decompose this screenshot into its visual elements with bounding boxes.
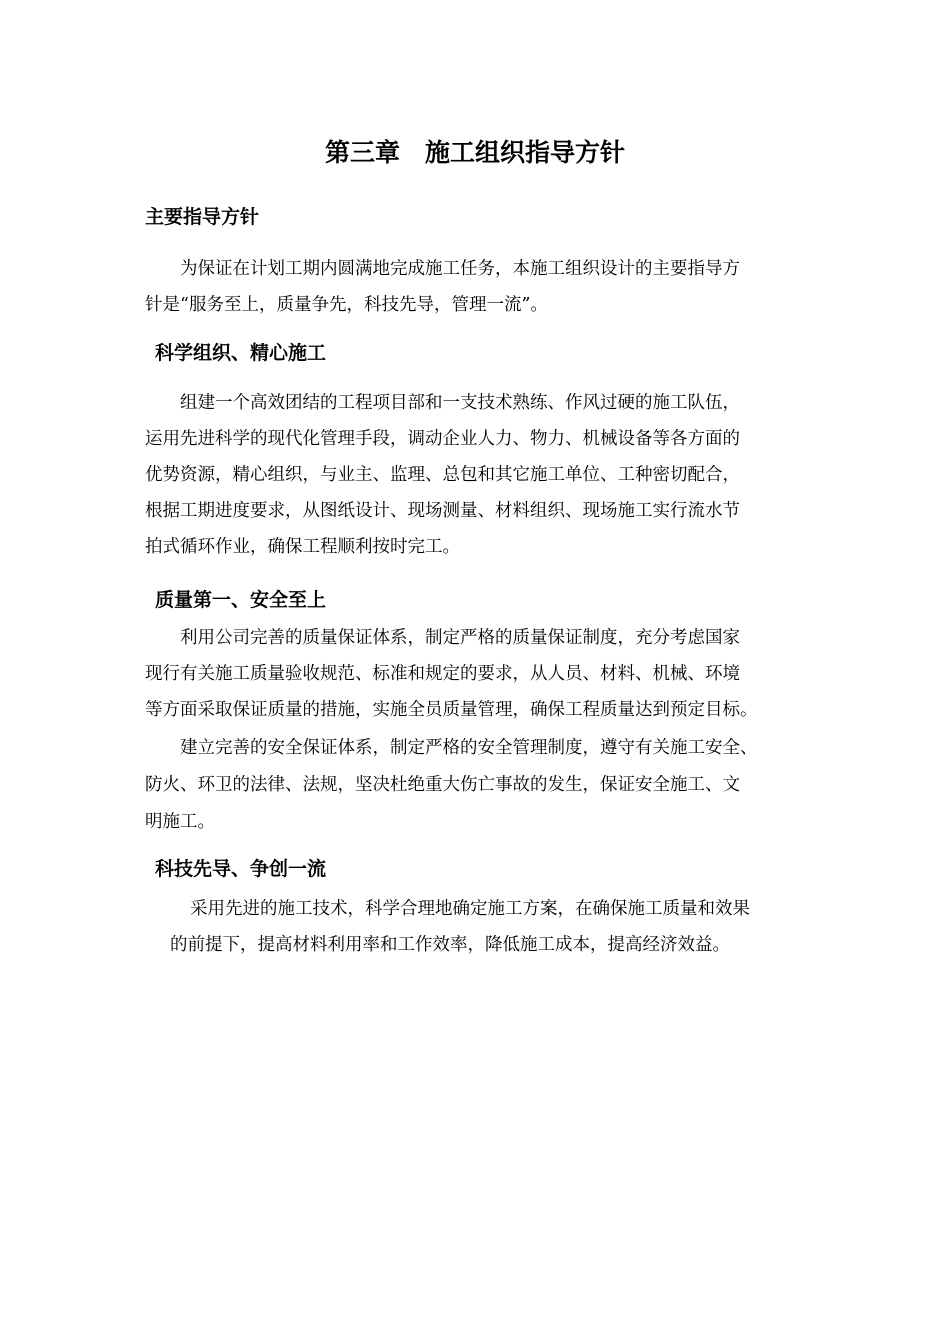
paragraph-scientific-organization <box>145 385 740 565</box>
paragraph-main-guidelines <box>145 251 740 323</box>
paragraph-line: 建立完善的安全保证体系，制定严格的安全管理制度，遵守有关施工安全、 <box>180 738 758 758</box>
section-heading-main-guidelines: 主要指导方针 <box>145 206 260 228</box>
paragraph-line: 的前提下，提高材料利用率和工作效率，降低施工成本，提高经济效益。 <box>170 935 730 955</box>
paragraph-line: 组建一个高效团结的工程项目部和一支技术熟练、作风过硬的施工队伍， <box>180 393 740 413</box>
paragraph-line: 针是“服务至上，质量争先，科技先导，管理一流”。 <box>145 295 548 315</box>
paragraph-line: 明施工。 <box>145 812 215 832</box>
paragraph-line: 等方面采取保证质量的措施，实施全员质量管理，确保工程质量达到预定目标。 <box>145 700 758 720</box>
paragraph-quality <box>145 620 758 728</box>
section-heading-technology-leading: 科技先导、争创一流 <box>155 858 327 880</box>
section-heading-scientific-organization: 科学组织、精心施工 <box>155 342 327 364</box>
paragraph-line: 拍式循环作业，确保工程顺利按时完工。 <box>145 537 460 557</box>
paragraph-technology-leading <box>170 891 750 963</box>
paragraph-safety <box>145 730 758 841</box>
paragraph-line: 优势资源，精心组织，与业主、监理、总包和其它施工单位、工种密切配合， <box>145 465 740 485</box>
paragraph-line: 采用先进的施工技术，科学合理地确定施工方案，在确保施工质量和效果 <box>190 899 750 919</box>
chapter-title: 第三章 施工组织指导方针 <box>324 138 625 167</box>
section-heading-quality-safety: 质量第一、安全至上 <box>155 589 327 611</box>
paragraph-line: 利用公司完善的质量保证体系，制定严格的质量保证制度，充分考虑国家 <box>180 628 740 648</box>
paragraph-line: 运用先进科学的现代化管理手段，调动企业人力、物力、机械设备等各方面的 <box>145 429 740 449</box>
paragraph-line: 防火、环卫的法律、法规，坚决杜绝重大伤亡事故的发生，保证安全施工、文 <box>145 775 740 795</box>
paragraph-line: 为保证在计划工期内圆满地完成施工任务，本施工组织设计的主要指导方 <box>180 259 740 279</box>
paragraph-line: 现行有关施工质量验收规范、标准和规定的要求，从人员、材料、机械、环境 <box>145 664 740 684</box>
paragraph-line: 根据工期进度要求，从图纸设计、现场测量、材料组织、现场施工实行流水节 <box>145 501 740 521</box>
